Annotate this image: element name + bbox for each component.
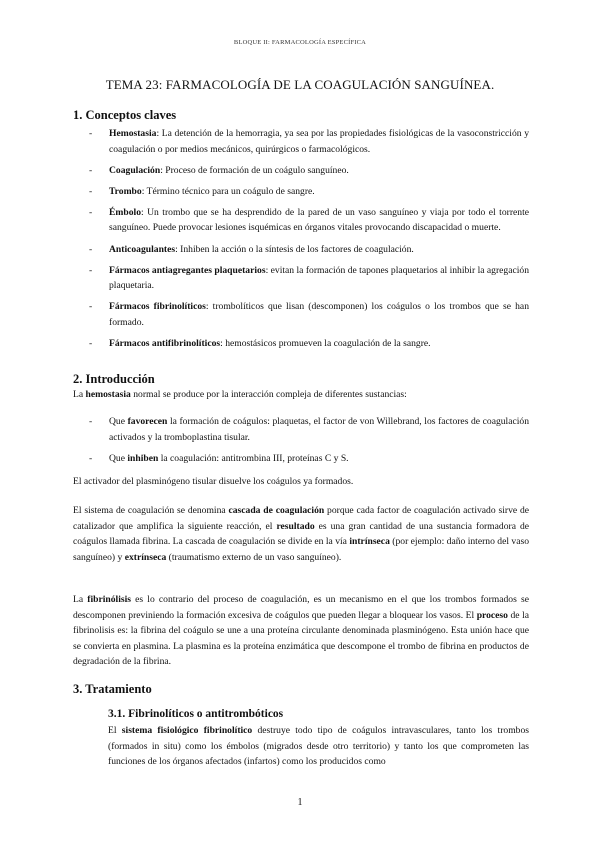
text-run: la formación de coágulos: plaquetas, el factor de von Willebrand, los factores de coagulación activados y la tromboplastina tisular.	[109, 416, 529, 443]
section-heading-tratamiento: 3. Tratamiento	[73, 682, 152, 696]
subsection-heading-fibrinoliticos: 3.1. Fibrinolíticos o antitrombóticos	[108, 708, 284, 720]
text-run: La	[73, 594, 88, 605]
list-item: - Émbolo: Un trombo que se ha desprendido de la pared de un vaso sanguíneo y viaja por todo el torrente sanguíneo. Puede provocar lesiones isquémicas en órganos vitales provocando discapacidad o muerte.	[89, 206, 529, 234]
text-run: de la fibrinolisis es: la fibrina del coágulo se une a una proteína circulante denominada plasminógeno. Esta unión hace que se convierta en plasmina. La plasmina es la proteína enzimática que descompone el trombo de fibrina en productos de degradación de la fibrina.	[73, 609, 529, 668]
definition: : Un trombo que se ha desprendido de la pared de un vaso sanguíneo y viaja por todo el torrente sanguíneo. Puede provocar lesiones isquémicas en órganos vitales provocando discapacidad o muerte.	[109, 206, 529, 234]
text-run: normal se produce por la interacción compleja de diferentes sustancias:	[130, 389, 407, 400]
text-run-bold: resultado	[276, 520, 315, 532]
text-run-bold: extrínseca	[124, 551, 167, 563]
text-run-bold: cascada de coagulación	[228, 505, 325, 516]
text-run-bold: intrínseca	[349, 536, 390, 548]
term: Hemostasia	[109, 128, 157, 139]
term: Coagulación	[109, 164, 161, 176]
definition: : evitan la formación de tapones plaquetarios al inhibir la agregación plaquetaria.	[109, 264, 529, 292]
text-run: (por ejemplo: daño interno del vaso sanguíneo) y	[73, 536, 530, 563]
term: Émbolo	[109, 206, 141, 218]
list-item: - Fármacos fibrinolíticos: trombolíticos que lisan (descomponen) los coágulos o los trombos que se han formado.	[89, 301, 529, 328]
text-run: El	[108, 725, 122, 736]
page-number: 1	[297, 797, 303, 808]
section-heading-introduccion: 2. Introducción	[73, 372, 155, 386]
text-run-bold: fibrinólisis	[87, 594, 131, 605]
text-run-bold: hemostasia	[85, 389, 131, 400]
text-run: La	[73, 389, 86, 400]
intro-paragraph	[73, 387, 529, 403]
paragraph-sistema-fibrinolitico	[108, 723, 529, 770]
list-item: - Fármacos antifibrinolíticos: hemostásicos promueven la coagulación de la sangre.	[89, 338, 431, 350]
text-run-bold: proceso	[476, 609, 508, 621]
list-item: - Que favorecen la formación de coágulos: plaquetas, el factor de von Willebrand, los factores de coagulación activados y la tromboplastina tisular.	[89, 416, 529, 443]
definition: : Proceso de formación de un coágulo sanguíneo.	[160, 164, 349, 176]
text-run: porque cada factor de coagulación activado sirve de catalizador que amplifica la siguiente reacción, el	[73, 505, 530, 532]
text-run: Que	[109, 452, 128, 464]
text-run: (traumatismo externo de un vaso sanguíneo).	[166, 551, 342, 563]
text-run: El sistema de coagulación se denomina	[73, 505, 229, 516]
term: Fármacos antifibrinolíticos	[109, 338, 221, 350]
term: Fármacos antiagregantes plaquetarios	[109, 264, 266, 276]
term: Anticoagulantes	[109, 243, 176, 255]
term: Trombo	[109, 185, 142, 197]
definition: : Término técnico para un coágulo de sangre.	[141, 185, 315, 197]
substances-list	[73, 414, 529, 472]
definition: : hemostásicos promueven la coagulación de la sangre.	[220, 338, 431, 350]
list-item: - Anticoagulantes: Inhiben la acción o la síntesis de los factores de coagulación.	[89, 243, 414, 255]
list-item: - Trombo: Término técnico para un coágulo de sangre.	[89, 185, 315, 197]
paragraph-cascada	[73, 503, 529, 565]
list-item: - Fármacos antiagregantes plaquetarios: evitan la formación de tapones plaquetarios al inhibir la agregación plaquetaria.	[89, 264, 529, 292]
text-run: destruye todo tipo de coágulos intravasculares, tanto los trombos (formados in situ) como los émbolos (migrados desde otro territorio) y tanto los que comprometen las funciones de los órganos afectados (infartos) como los producidos como	[108, 725, 529, 768]
list-item: - Coagulación: Proceso de formación de un coágulo sanguíneo.	[89, 164, 349, 176]
text-run-bold: sistema fisiológico fibrinolítico	[121, 725, 253, 736]
text-run-bold: favorecen	[127, 416, 168, 427]
term: Fármacos fibrinolíticos	[109, 301, 206, 313]
text-run: es lo contrario del proceso de coagulación, es un mecanismo en el que los trombos formados se descomponen previniendo la formación excesiva de coágulos que pueden llegar a bloquear los vasos. El	[73, 594, 529, 621]
definition: : Inhiben la acción o la síntesis de los factores de coagulación.	[175, 243, 414, 255]
running-header: BLOQUE II: FARMACOLOGÍA ESPECÍFICA	[233, 39, 367, 46]
list-item: - Que inhiben la coagulación: antitrombina III, proteínas C y S.	[89, 452, 349, 464]
definition: : trombolíticos que lisan (descomponen) los coágulos o los trombos que se han formado.	[109, 301, 529, 328]
page-title: TEMA 23: FARMACOLOGÍA DE LA COAGULACIÓN SANGUÍNEA.	[105, 77, 495, 92]
text-run-bold: inhiben	[127, 452, 159, 464]
section-heading-conceptos: 1. Conceptos claves	[73, 108, 177, 122]
text-run: Que	[109, 416, 128, 427]
text-run: es una gran cantidad de una sustancia formadora de coágulos llamada fibrina. La cascada de coagulación se divide en la vía	[73, 520, 529, 548]
definition: : La detención de la hemorragia, ya sea por las propiedades fisiológicas de la vasoconstricción y coagulación o por medios mecánicos, quirúrgicos o farmacológicos.	[109, 128, 529, 155]
paragraph-fibrinolisis	[73, 592, 529, 670]
paragraph-activador: El activador del plasminógeno tisular disuelve los coágulos ya formados.	[73, 476, 354, 487]
concepts-list	[73, 126, 529, 357]
list-item: - Hemostasia: La detención de la hemorragia, ya sea por las propiedades fisiológicas de la vasoconstricción y coagulación o por medios mecánicos, quirúrgicos o farmacológicos.	[89, 128, 529, 155]
text-run: la coagulación: antitrombina III, proteínas C y S.	[158, 452, 349, 464]
